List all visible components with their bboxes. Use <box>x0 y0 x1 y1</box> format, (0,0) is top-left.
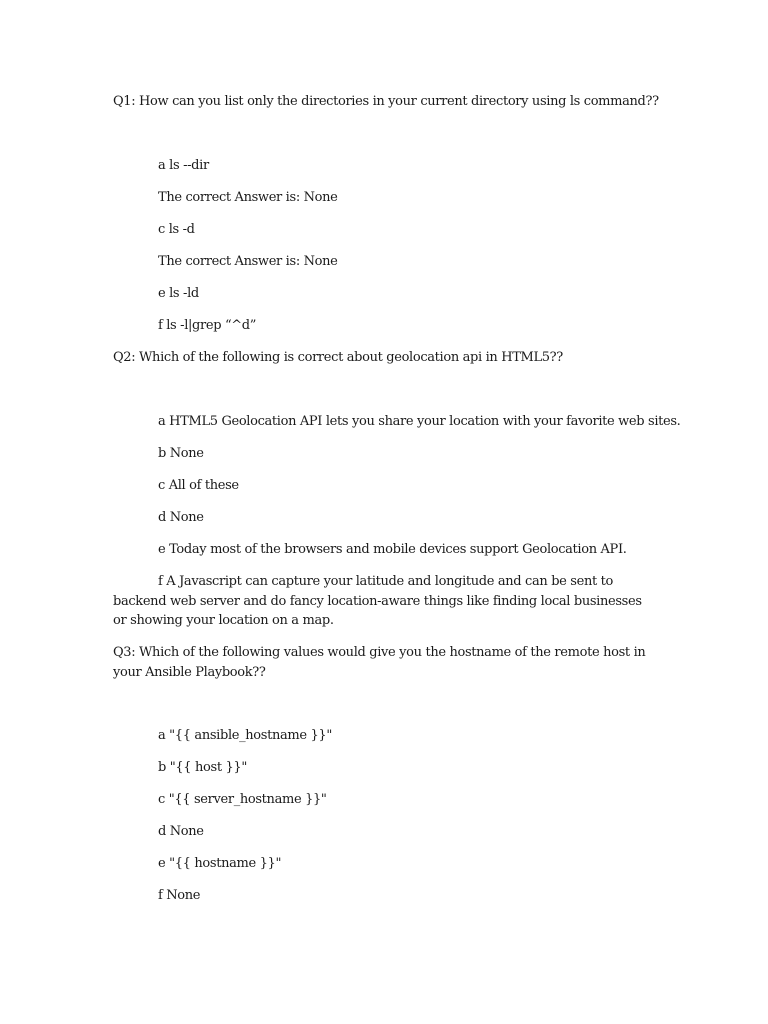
q1-answer-line-1: The correct Answer is: None <box>158 190 338 205</box>
q1-option-a: a ls --dir <box>158 158 209 173</box>
q1-option-e: e ls -ld <box>158 286 199 301</box>
q3-option-a: a "{{ ansible_hostname }}" <box>158 728 332 743</box>
q3-option-c: c "{{ server_hostname }}" <box>158 792 327 807</box>
q3-option-b: b "{{ host }}" <box>158 760 247 775</box>
q2-option-e: e Today most of the browsers and mobile devices support Geolocation API. <box>158 542 627 557</box>
q2-option-c: c All of these <box>158 478 239 493</box>
q1-option-f: f ls -l|grep “^d” <box>158 318 257 333</box>
q2-option-f-text: f A Javascript can capture your latitude and longitude and can be sent to backend web server and do fancy location-aware things like finding local businesses or showing your location on a map. <box>113 574 642 628</box>
q2-option-f <box>113 572 658 631</box>
q3-option-e: e "{{ hostname }}" <box>158 856 282 871</box>
question-3: Q3: Which of the following values would give you the hostname of the remote host in your Ansible Playbook?? <box>113 645 646 680</box>
q3-option-f: f None <box>158 888 201 903</box>
q1-answer-line-2: The correct Answer is: None <box>158 254 338 269</box>
q2-option-d: d None <box>158 510 204 525</box>
q1-option-c: c ls -d <box>158 222 195 237</box>
q3-option-d: d None <box>158 824 204 839</box>
question-1: Q1: How can you list only the directories in your current directory using ls command?? <box>113 94 659 109</box>
q2-option-b: b None <box>158 446 204 461</box>
question-2: Q2: Which of the following is correct about geolocation api in HTML5?? <box>113 350 563 365</box>
q2-option-a: a HTML5 Geolocation API lets you share your location with your favorite web sites. <box>158 414 681 429</box>
